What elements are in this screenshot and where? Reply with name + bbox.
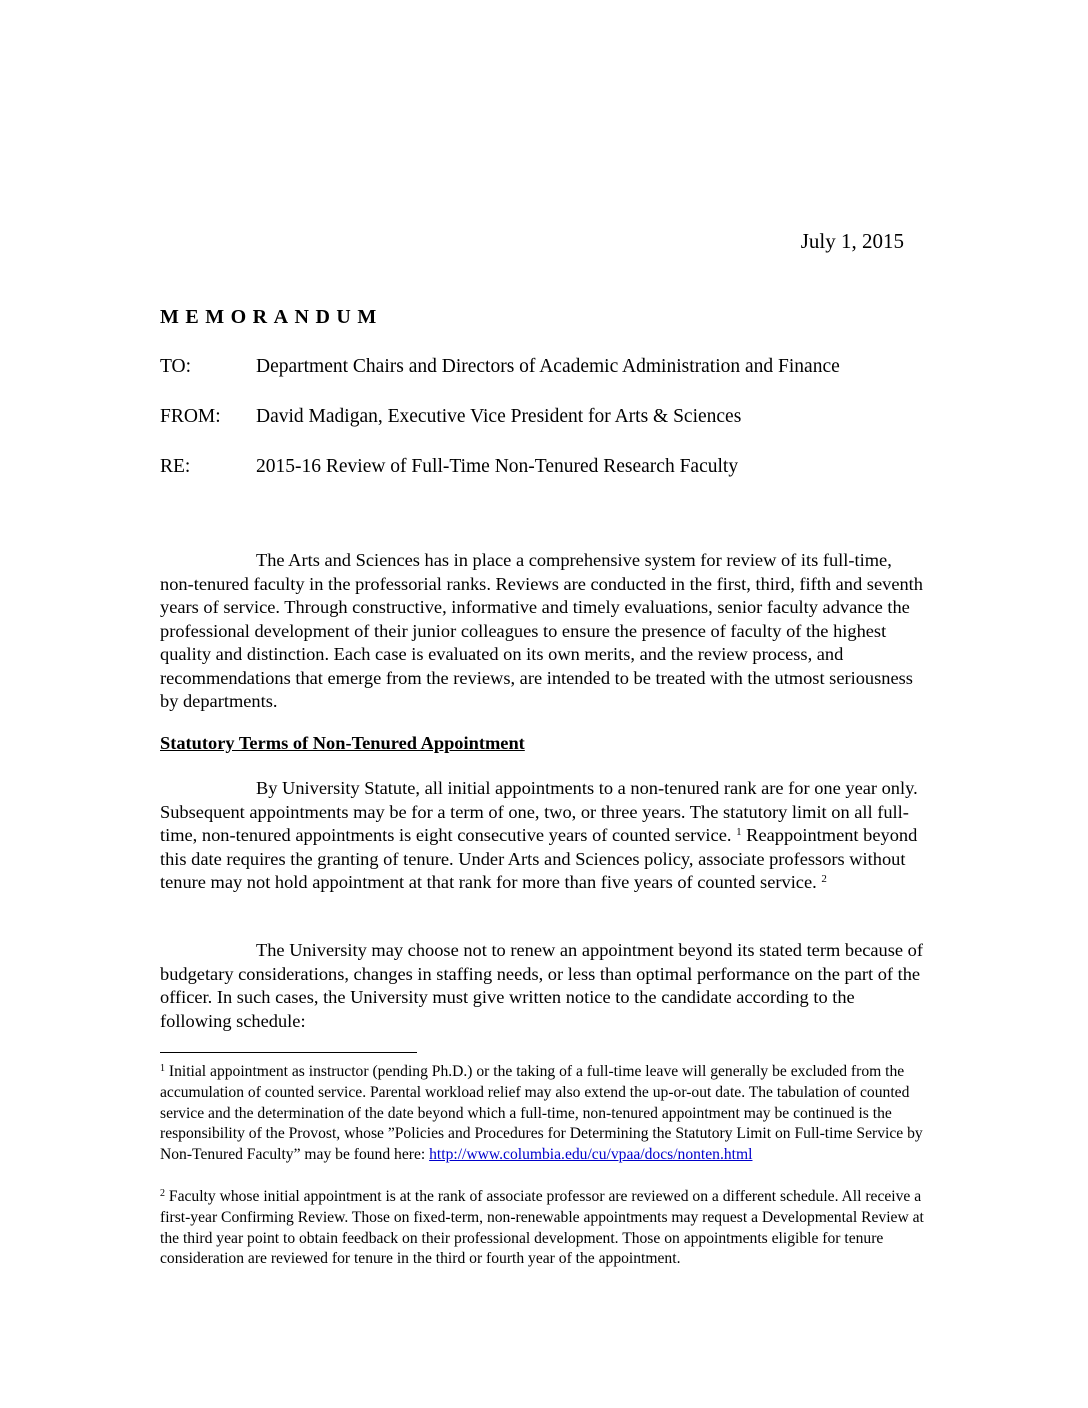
footnote-1-marker: 1 bbox=[160, 1063, 165, 1074]
footnote-separator bbox=[160, 1052, 417, 1053]
header-to-value: Department Chairs and Directors of Academic Administration and Finance bbox=[256, 356, 840, 377]
statute-paragraph bbox=[160, 777, 930, 895]
header-re-label: RE: bbox=[160, 456, 191, 477]
section-heading: Statutory Terms of Non-Tenured Appointment bbox=[160, 733, 525, 753]
footnote-ref-1[interactable]: 1 bbox=[736, 826, 742, 838]
header-from-value: David Madigan, Executive Vice President for Arts & Sciences bbox=[256, 406, 742, 427]
statute-text-1: By University Statute, all initial appointments to a non-tenured rank are for one year only. Subsequent appointments may be for a term of one, two, or three years. The statutory limit on all full-time, non-tenured appointments is eight consecutive years of counted service. bbox=[160, 778, 918, 845]
header-from-label: FROM: bbox=[160, 406, 221, 427]
nonten-policy-link[interactable]: http://www.columbia.edu/cu/vpaa/docs/nonten.html bbox=[429, 1146, 753, 1164]
memo-title: MEMORANDUM bbox=[160, 306, 383, 328]
statute-text-2: Reappointment beyond this date requires the granting of tenure. Under Arts and Sciences policy, associate professors without tenure may not hold appointment at that rank for more than five years of counted service. bbox=[160, 825, 918, 892]
header-re-value: 2015-16 Review of Full-Time Non-Tenured Research Faculty bbox=[256, 456, 739, 477]
header-to-label: TO: bbox=[160, 356, 192, 377]
footnote-2 bbox=[160, 1187, 930, 1270]
header-from bbox=[160, 406, 741, 428]
footnote-2-text: Faculty whose initial appointment is at the rank of associate professor are reviewed on a different schedule. All receive a first-year Confirming Review. Those on fixed-term, non-renewable appointments may request a Developmental Review at the third year point to obtain feedback on their professional development. Those on appointments eligible for tenure consideration are reviewed for tenure in the third or fourth year of the appointment. bbox=[160, 1188, 924, 1268]
intro-paragraph: The Arts and Sciences has in place a comprehensive system for review of its full-time, non-tenured faculty in the professorial ranks. Reviews are conducted in the first, third, fifth and seventh years of service. Through constructive, informative and timely evaluations, senior faculty advance the professional development of their junior colleagues to ensure the presence of faculty of the highest quality and distinction. Each case is evaluated on its own merits, and the review process, and recommendations that emerge from the reviews, are intended to be treated with the utmost seriousness by departments. bbox=[160, 550, 923, 711]
memo-date: July 1, 2015 bbox=[800, 229, 904, 253]
header-to bbox=[160, 356, 840, 378]
renewal-paragraph: The University may choose not to renew an appointment beyond its stated term because of budgetary considerations, changes in staffing needs, or less than optimal performance on the part of the officer. In such cases, the University must give written notice to the candidate according to the following schedule: bbox=[160, 940, 923, 1031]
footnote-1 bbox=[160, 1062, 930, 1166]
footnote-2-marker: 2 bbox=[160, 1188, 165, 1199]
footnote-ref-2[interactable]: 2 bbox=[821, 873, 827, 885]
header-re bbox=[160, 456, 738, 478]
footnote-1-text: Initial appointment as instructor (pending Ph.D.) or the taking of a full-time leave will generally be excluded from the accumulation of counted service. Parental workload relief may also extend the up-or-out date. The tabulation of counted service and the determination of the date beyond which a full-time, non-tenured appointment may be continued is the responsibility of the Provost, whose ”Policies and Procedures for Determining the Statutory Limit on Full-time Service by Non-Tenured Faculty” may be found here: bbox=[160, 1063, 923, 1164]
